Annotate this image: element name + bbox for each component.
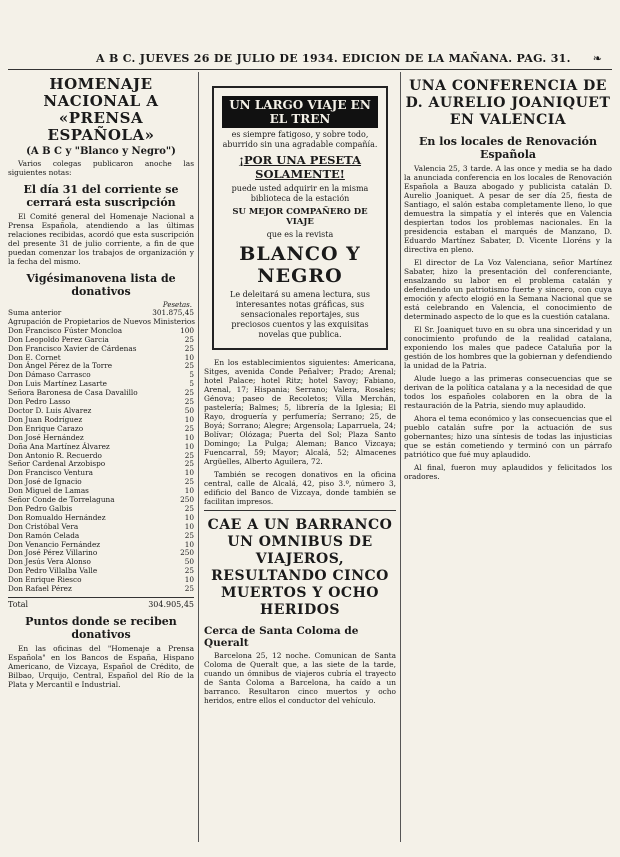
- accident-subhead: Cerca de Santa Coloma de Queralt: [204, 625, 359, 649]
- donor-name: Agrupación de Propietarios de Nuevos Ministerios: [8, 316, 196, 326]
- donor-name: Don Dámaso Carrasco: [8, 370, 91, 380]
- donation-amount: 250: [180, 495, 194, 505]
- total-label: Total: [8, 600, 29, 609]
- donor-name: Señora Baronesa de Casa Davalillo: [8, 388, 138, 398]
- conference-para-1: Valencia 25, 3 tarde. A las once y media se ha dado la anunciada conferencia en los locales de Renovación Española a Bauza abogado y publicista catalán D. Aurelio Joaniquet. A pesar de ser día 25, fiesta de Santiago, el salón estaba completamente lleno, lo que demuestra la simpatía y el interés que en Valencia despiertan todos los problemas nacionales. En la presidencia estaban el marqués de Manzano, D. Eduardo Martínez Sabater, D. Vicente Lloréns y la directiva en pleno.: [404, 164, 612, 254]
- ad-line-2: puede usted adquirir en la misma biblioteca de la estación: [231, 184, 369, 203]
- donation-amount: 10: [184, 352, 194, 362]
- conference-para-6: Al final, fueron muy aplaudidos y felicitados los oradores.: [404, 463, 612, 481]
- donor-name: Don Juan Rodríguez: [8, 414, 83, 424]
- conference-para-4: Alude luego a las primeras consecuencias que se derivan de la política catalana y a la necesidad de que todos los españoles colaboren en la obra de la restauración de la Patria, siendo muy aplaudido.: [404, 374, 612, 410]
- ad-line-4: Le deleitará su amena lectura, sus interesantes notas gráficas, sus sensacionales reportajes, sus preciosos cuentos y las exquisitas novelas que publica.: [230, 290, 370, 339]
- donor-name: Don Francisco Fúster Moncloa: [8, 325, 123, 335]
- donation-amount: 25: [184, 477, 194, 487]
- donor-name: Don José Pérez Villarino: [8, 548, 98, 558]
- donation-amount: 250: [180, 548, 194, 558]
- donation-amount: 25: [184, 566, 194, 576]
- donor-name: Señor Cardenal Arzobispo: [8, 459, 106, 469]
- donor-name: Suma anterior: [8, 308, 62, 317]
- donation-amount: 10: [184, 486, 194, 496]
- homenaje-subtitle: (A B C y "Blanco y Negro"): [26, 146, 176, 157]
- donation-amount: 25: [184, 584, 194, 594]
- blanco-y-negro-ad: [212, 86, 388, 350]
- ad-line-3: que es la revista: [266, 230, 334, 239]
- donor-name: Don Luis Martínez Lasarte: [8, 379, 107, 389]
- donation-amount: 25: [184, 388, 194, 398]
- accident-paragraph: Barcelona 25, 12 noche. Comunican de Santa Coloma de Queralt que, a las siete de la tarde, cuando un ómnibus de viajeros cubría el trayecto de Santa Coloma a Barcelona, ha caído a un barranco. Resultaron cinco muertos y ocho heridos, entre ellos el conductor del vehículo.: [204, 651, 396, 705]
- column-divider-1: [198, 72, 199, 842]
- pesetas-label: Pesetas.: [162, 301, 192, 309]
- donations-total: [8, 597, 194, 609]
- news-rule: [204, 510, 396, 511]
- office-paragraph: También se recogen donativos en la oficina central, calle de Alcalá, 42, piso 3.º, número 3, edificio del Banco de Vizcaya, donde también se facilitan impresos.: [204, 470, 396, 506]
- homenaje-title: HOMENAJE NACIONAL A «PRENSA ESPAÑOLA»: [43, 75, 159, 144]
- donor-name: Don Venancio Fernández: [8, 539, 101, 549]
- donation-amount: 10: [184, 539, 194, 549]
- donation-amount: 10: [184, 468, 194, 478]
- donor-name: Don Antonio R. Recuerdo: [8, 450, 102, 460]
- donor-name: Don E. Cornet: [8, 352, 61, 362]
- donation-amount: 5: [189, 370, 194, 380]
- donation-amount: 10: [184, 414, 194, 424]
- donor-name: Don José de Ignacio: [8, 477, 82, 487]
- total-value: 304.905,45: [148, 600, 194, 609]
- donor-name: Don Miguel de Lamas: [8, 486, 89, 496]
- page-mark: ❧: [592, 52, 602, 65]
- donor-name: Doña Ana Martínez Álvarez: [8, 441, 110, 451]
- donations-list-title: Vigésimanovena lista de donativos: [26, 272, 176, 298]
- conference-para-3: El Sr. Joaniquet tuvo en su obra una sinceridad y un conocimiento profundo de la realidad catalana, exponiendo los males que padece Cataluña por la gestión de los hombres que la gobiernan y defendiendo la unidad de la Patria.: [404, 325, 612, 370]
- donation-amount: 50: [184, 557, 194, 567]
- donation-amount: 25: [184, 450, 194, 460]
- donor-name: Don Enrique Carazo: [8, 423, 84, 433]
- homenaje-paragraph: El Comité general del Homenaje Nacional a Prensa Española, atendiendo a las últimas relaciones recibidas, acordó que esta suscripción del presente 31 de julio corriente, a fin de que puedan comenzar los trabajos de organización y la fecha del mismo.: [8, 212, 194, 266]
- accident-headline: CAE A UN BARRANCO UN OMNIBUS DE VIAJEROS, RESULTANDO CINCO MUERTOS Y OCHO HERIDOS: [207, 517, 393, 618]
- donor-name: Don Romualdo Hernández: [8, 512, 106, 522]
- donation-amount: 25: [184, 423, 194, 433]
- donation-amount: 50: [184, 405, 194, 415]
- homenaje-subhead: El día 31 del corriente se cerrará esta suscripción: [23, 183, 179, 209]
- donation-amount: 25: [184, 503, 194, 513]
- header-rule: [8, 69, 612, 70]
- column-2: [204, 72, 396, 709]
- donation-amount: 25: [184, 334, 194, 344]
- donor-name: Don Rafael Pérez: [8, 584, 72, 594]
- donor-name: Don José Hernández: [8, 432, 84, 442]
- donation-row: [8, 585, 194, 594]
- donation-amount: 25: [184, 343, 194, 353]
- donation-amount: 10: [184, 441, 194, 451]
- donation-amount: 25: [184, 361, 194, 371]
- donor-name: Don Leopoldo Perez Garcia: [8, 334, 109, 344]
- donor-name: Don Pedro Lasso: [8, 397, 71, 407]
- donation-amount: 25: [184, 530, 194, 540]
- conference-headline: UNA CONFERENCIA DE D. AURELIO JOANIQUET EN VALENCIA: [405, 78, 611, 128]
- donation-amount: 10: [184, 432, 194, 442]
- conference-para-2: El director de La Voz Valenciana, señor Martínez Sabater, hizo la presentación del conferenciante, ensalzando su labor en el problema catalán y defendiendo un patriotismo fuerte y sincero, con cuya emoción y afecto elogió en la Semana Nacional que se está celebrando en Valencia, el conocimiento de determinado aspecto de lo que es la cuestión catalana.: [404, 258, 612, 321]
- donor-name: Don Enrique Riesco: [8, 575, 82, 585]
- conference-para-5: Ahora el tema económico y las consecuencias que el pueblo catalán sufre por la actuación de sus gobernantes; hizo una síntesis de todas las injusticias que se están cometiendo y terminó con un párrafo patriótico que fué muy aplaudido.: [404, 414, 612, 459]
- establishments-paragraph: En los establecimientos siguientes: Americana, Sitges, avenida Conde Peñalver; Prado; Arenal; hotel Palace; hotel Ritz; hotel Savoy; Fabiano, Arenal, 17; Hispania; Serrano; Valera, Rosales; Génova; paseo de Recoletos; Villa Merchán, pastelería; Balmes; 5, librería de la Iglesia; El Rayo, droguería y perfumería; Serrano; 25, de Boyá; Sorrano; Alegre; Argensola; Laparruela, 24; Bolívar; Olózaga; Puerta del Sol; Plaza Santo Domingo; La Pulga; Aleman; Banco Vizcaya; Fuencarral, 59; Mayor; Alcalá, 52; Almacenes Argüelles, Alberto Aguilera, 72.: [204, 358, 396, 466]
- donor-name: Don Ángel Pérez de la Torre: [8, 361, 113, 371]
- donation-amount: 100: [180, 325, 194, 335]
- page-header: A B C. JUEVES 26 DE JULIO DE 1934. EDICION DE LA MAÑANA. PAG. 31.: [96, 52, 571, 65]
- ad-price: ¡POR UNA PESETA SOLAMENTE!: [238, 153, 362, 181]
- ad-top: UN LARGO VIAJE EN EL TREN: [222, 96, 378, 128]
- donation-amount: 25: [184, 397, 194, 407]
- donations-list: [8, 309, 194, 594]
- homenaje-intro: Varios colegas publicaron anoche las siguientes notas:: [8, 159, 194, 177]
- conference-subhead: En los locales de Renovación Española: [418, 135, 597, 161]
- donation-amount: 10: [184, 512, 194, 522]
- column-3: [404, 72, 612, 485]
- donor-name: Don Cristóbal Vera: [8, 521, 79, 531]
- donation-amount: 10: [184, 521, 194, 531]
- donor-name: Don Francisco Ventura: [8, 468, 93, 478]
- donation-amount: 301.875,45: [152, 308, 194, 317]
- donor-name: Don Pedro Galbis: [8, 503, 73, 513]
- ad-companion: SU MEJOR COMPAÑERO DE VIAJE: [232, 207, 368, 227]
- column-divider-2: [400, 72, 401, 842]
- puntos-paragraph: En las oficinas del "Homenaje a Prensa Española" en los Bancos de España, Hispano Americano, de Vizcaya, Español de Crédito, de Bilbao, Urquijo, Central, Español del Río de la Plata y Mercantil e Industrial.: [8, 644, 194, 689]
- donation-amount: 5: [189, 379, 194, 389]
- donor-name: Don Francisco Xavier de Cárdenas: [8, 343, 137, 353]
- ad-magazine-title: BLANCO Y NEGRO: [239, 243, 361, 287]
- donation-amount: 10: [184, 575, 194, 585]
- column-1: [8, 72, 194, 693]
- donor-name: Don Pedro Villalba Valle: [8, 566, 98, 576]
- donor-name: Doctor D. Luis Alvarez: [8, 405, 92, 415]
- puntos-title: Puntos donde se reciben donativos: [25, 615, 177, 641]
- donor-name: Señor Conde de Torrelaguna: [8, 495, 115, 505]
- donation-amount: 25: [184, 459, 194, 469]
- donor-name: Don Ramón Celada: [8, 530, 80, 540]
- donor-name: Don Jesús Vera Alonso: [8, 557, 91, 567]
- ad-line-1: es siempre fatigoso, y sobre todo, aburrido sin una agradable compañía.: [222, 130, 378, 149]
